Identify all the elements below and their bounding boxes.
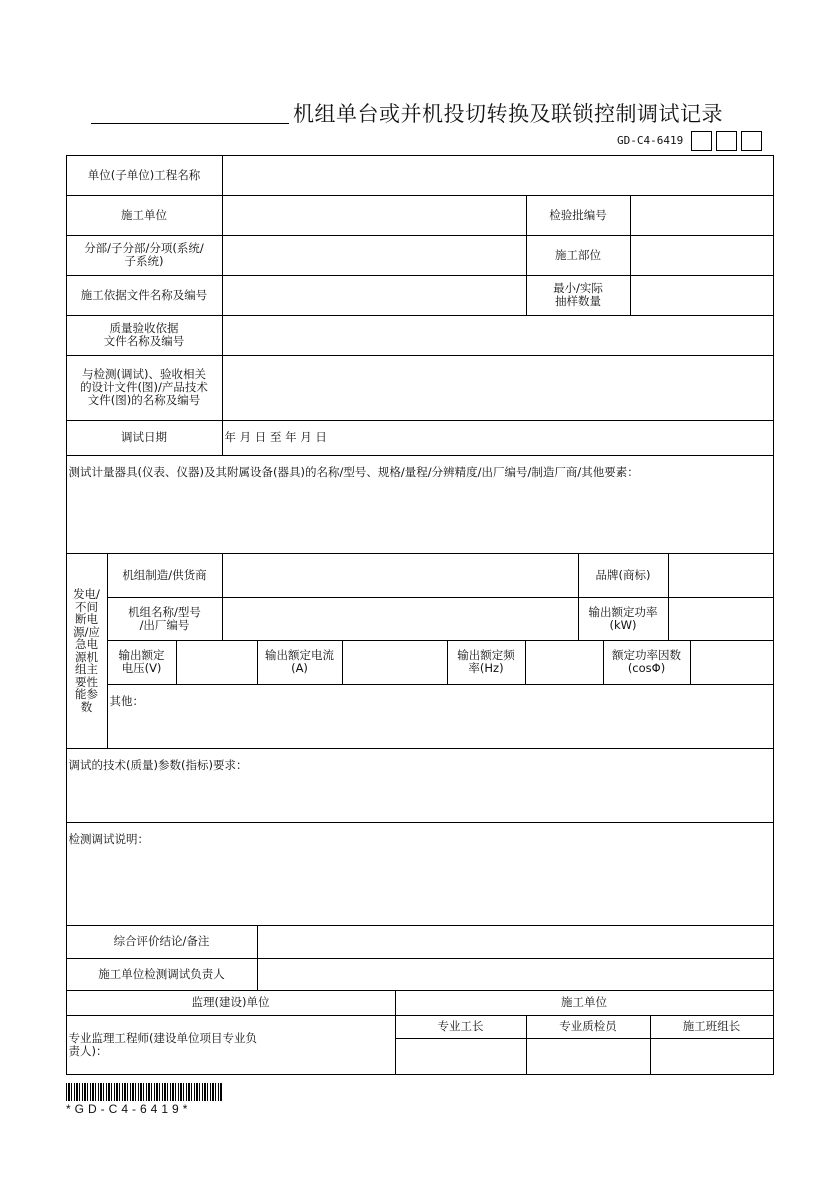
- label-brand: 品牌(商标): [578, 553, 669, 598]
- label-sample-qty: 最小/实际 抽样数量: [526, 275, 631, 316]
- field-rated-frequency[interactable]: [525, 640, 604, 685]
- label-contractor: 施工单位: [66, 195, 223, 236]
- code-box-1[interactable]: [691, 131, 712, 151]
- label-division: 分部/子分部/分项(系统/ 子系统): [66, 235, 223, 276]
- code-box-3[interactable]: [741, 131, 762, 151]
- label-design-docs: 与检测(调试)、验收相关 的设计文件(图)/产品技术 文件(图)的名称及编号: [66, 355, 223, 421]
- label-rated-power: 输出额定功率 (kW): [578, 597, 669, 641]
- label-rated-current: 输出额定电流 (A): [257, 640, 343, 685]
- barcode: [66, 1083, 222, 1101]
- label-power-factor: 额定功率因数 (cosΦ): [603, 640, 691, 685]
- field-tech-requirements[interactable]: 调试的技术(质量)参数(指标)要求：: [66, 748, 774, 823]
- label-project-name: 单位(子单位)工程名称: [66, 155, 223, 196]
- field-contractor[interactable]: [222, 195, 527, 236]
- label-basis-docs: 施工依据文件名称及编号: [66, 275, 223, 316]
- field-location[interactable]: [630, 235, 774, 276]
- label-supervisor-unit: 监理(建设)单位: [66, 990, 396, 1016]
- label-rated-frequency: 输出额定频 率(Hz): [447, 640, 526, 685]
- field-batch-no[interactable]: [630, 195, 774, 236]
- field-sample-qty[interactable]: [630, 275, 774, 316]
- field-other[interactable]: 其他：: [107, 684, 774, 749]
- field-team-leader-sign[interactable]: [650, 1038, 774, 1075]
- field-basis-docs[interactable]: [222, 275, 527, 316]
- field-supervisor-engineer[interactable]: 专业监理工程师(建设单位项目专业负 责人)：: [66, 1015, 396, 1075]
- field-manufacturer[interactable]: [222, 553, 579, 598]
- field-test-notes[interactable]: 检测调试说明：: [66, 822, 774, 926]
- label-unit-name: 机组名称/型号 /出厂编号: [107, 597, 223, 641]
- field-inspector-sign[interactable]: [526, 1038, 651, 1075]
- page-title: 机组单台或并机投切转换及联锁控制调试记录: [293, 102, 723, 126]
- label-section-params: 发电/不间断电源/应急电源机组主要性能参数: [66, 553, 108, 749]
- field-test-date[interactable]: 年 月 日 至 年 月 日: [222, 420, 774, 456]
- field-brand[interactable]: [668, 553, 774, 598]
- label-conclusion: 综合评价结论/备注: [66, 925, 258, 959]
- label-test-date: 调试日期: [66, 420, 223, 456]
- label-construction-unit: 施工单位: [395, 990, 774, 1016]
- field-conclusion[interactable]: [257, 925, 774, 959]
- label-team-leader: 施工班组长: [650, 1015, 774, 1039]
- label-inspector: 专业质检员: [526, 1015, 651, 1039]
- field-project-name[interactable]: [222, 155, 774, 196]
- barcode-text: *GD-C4-6419*: [66, 1102, 192, 1116]
- label-acceptance-basis: 质量验收依据 文件名称及编号: [66, 315, 223, 356]
- label-batch-no: 检验批编号: [526, 195, 631, 236]
- field-rated-voltage[interactable]: [176, 640, 258, 685]
- field-rated-current[interactable]: [342, 640, 448, 685]
- field-rated-power[interactable]: [668, 597, 774, 641]
- form-code: GD-C4-6419: [617, 134, 684, 147]
- field-contractor-lead[interactable]: [257, 958, 774, 991]
- label-manufacturer: 机组制造/供货商: [107, 553, 223, 598]
- field-division[interactable]: [222, 235, 527, 276]
- label-location: 施工部位: [526, 235, 631, 276]
- field-unit-name[interactable]: [222, 597, 579, 641]
- label-contractor-lead: 施工单位检测调试负责人: [66, 958, 258, 991]
- code-box-2[interactable]: [716, 131, 737, 151]
- field-design-docs[interactable]: [222, 355, 774, 421]
- field-foreman-sign[interactable]: [395, 1038, 527, 1075]
- title-underline: [91, 123, 289, 124]
- label-rated-voltage: 输出额定 电压(V): [107, 640, 177, 685]
- field-acceptance-basis[interactable]: [222, 315, 774, 356]
- field-power-factor[interactable]: [690, 640, 774, 685]
- field-instruments[interactable]: 测试计量器具(仪表、仪器)及其附属设备(器具)的名称/型号、规格/量程/分辨精度/出厂编号/制造厂商/其他要素：: [66, 455, 774, 554]
- label-foreman: 专业工长: [395, 1015, 527, 1039]
